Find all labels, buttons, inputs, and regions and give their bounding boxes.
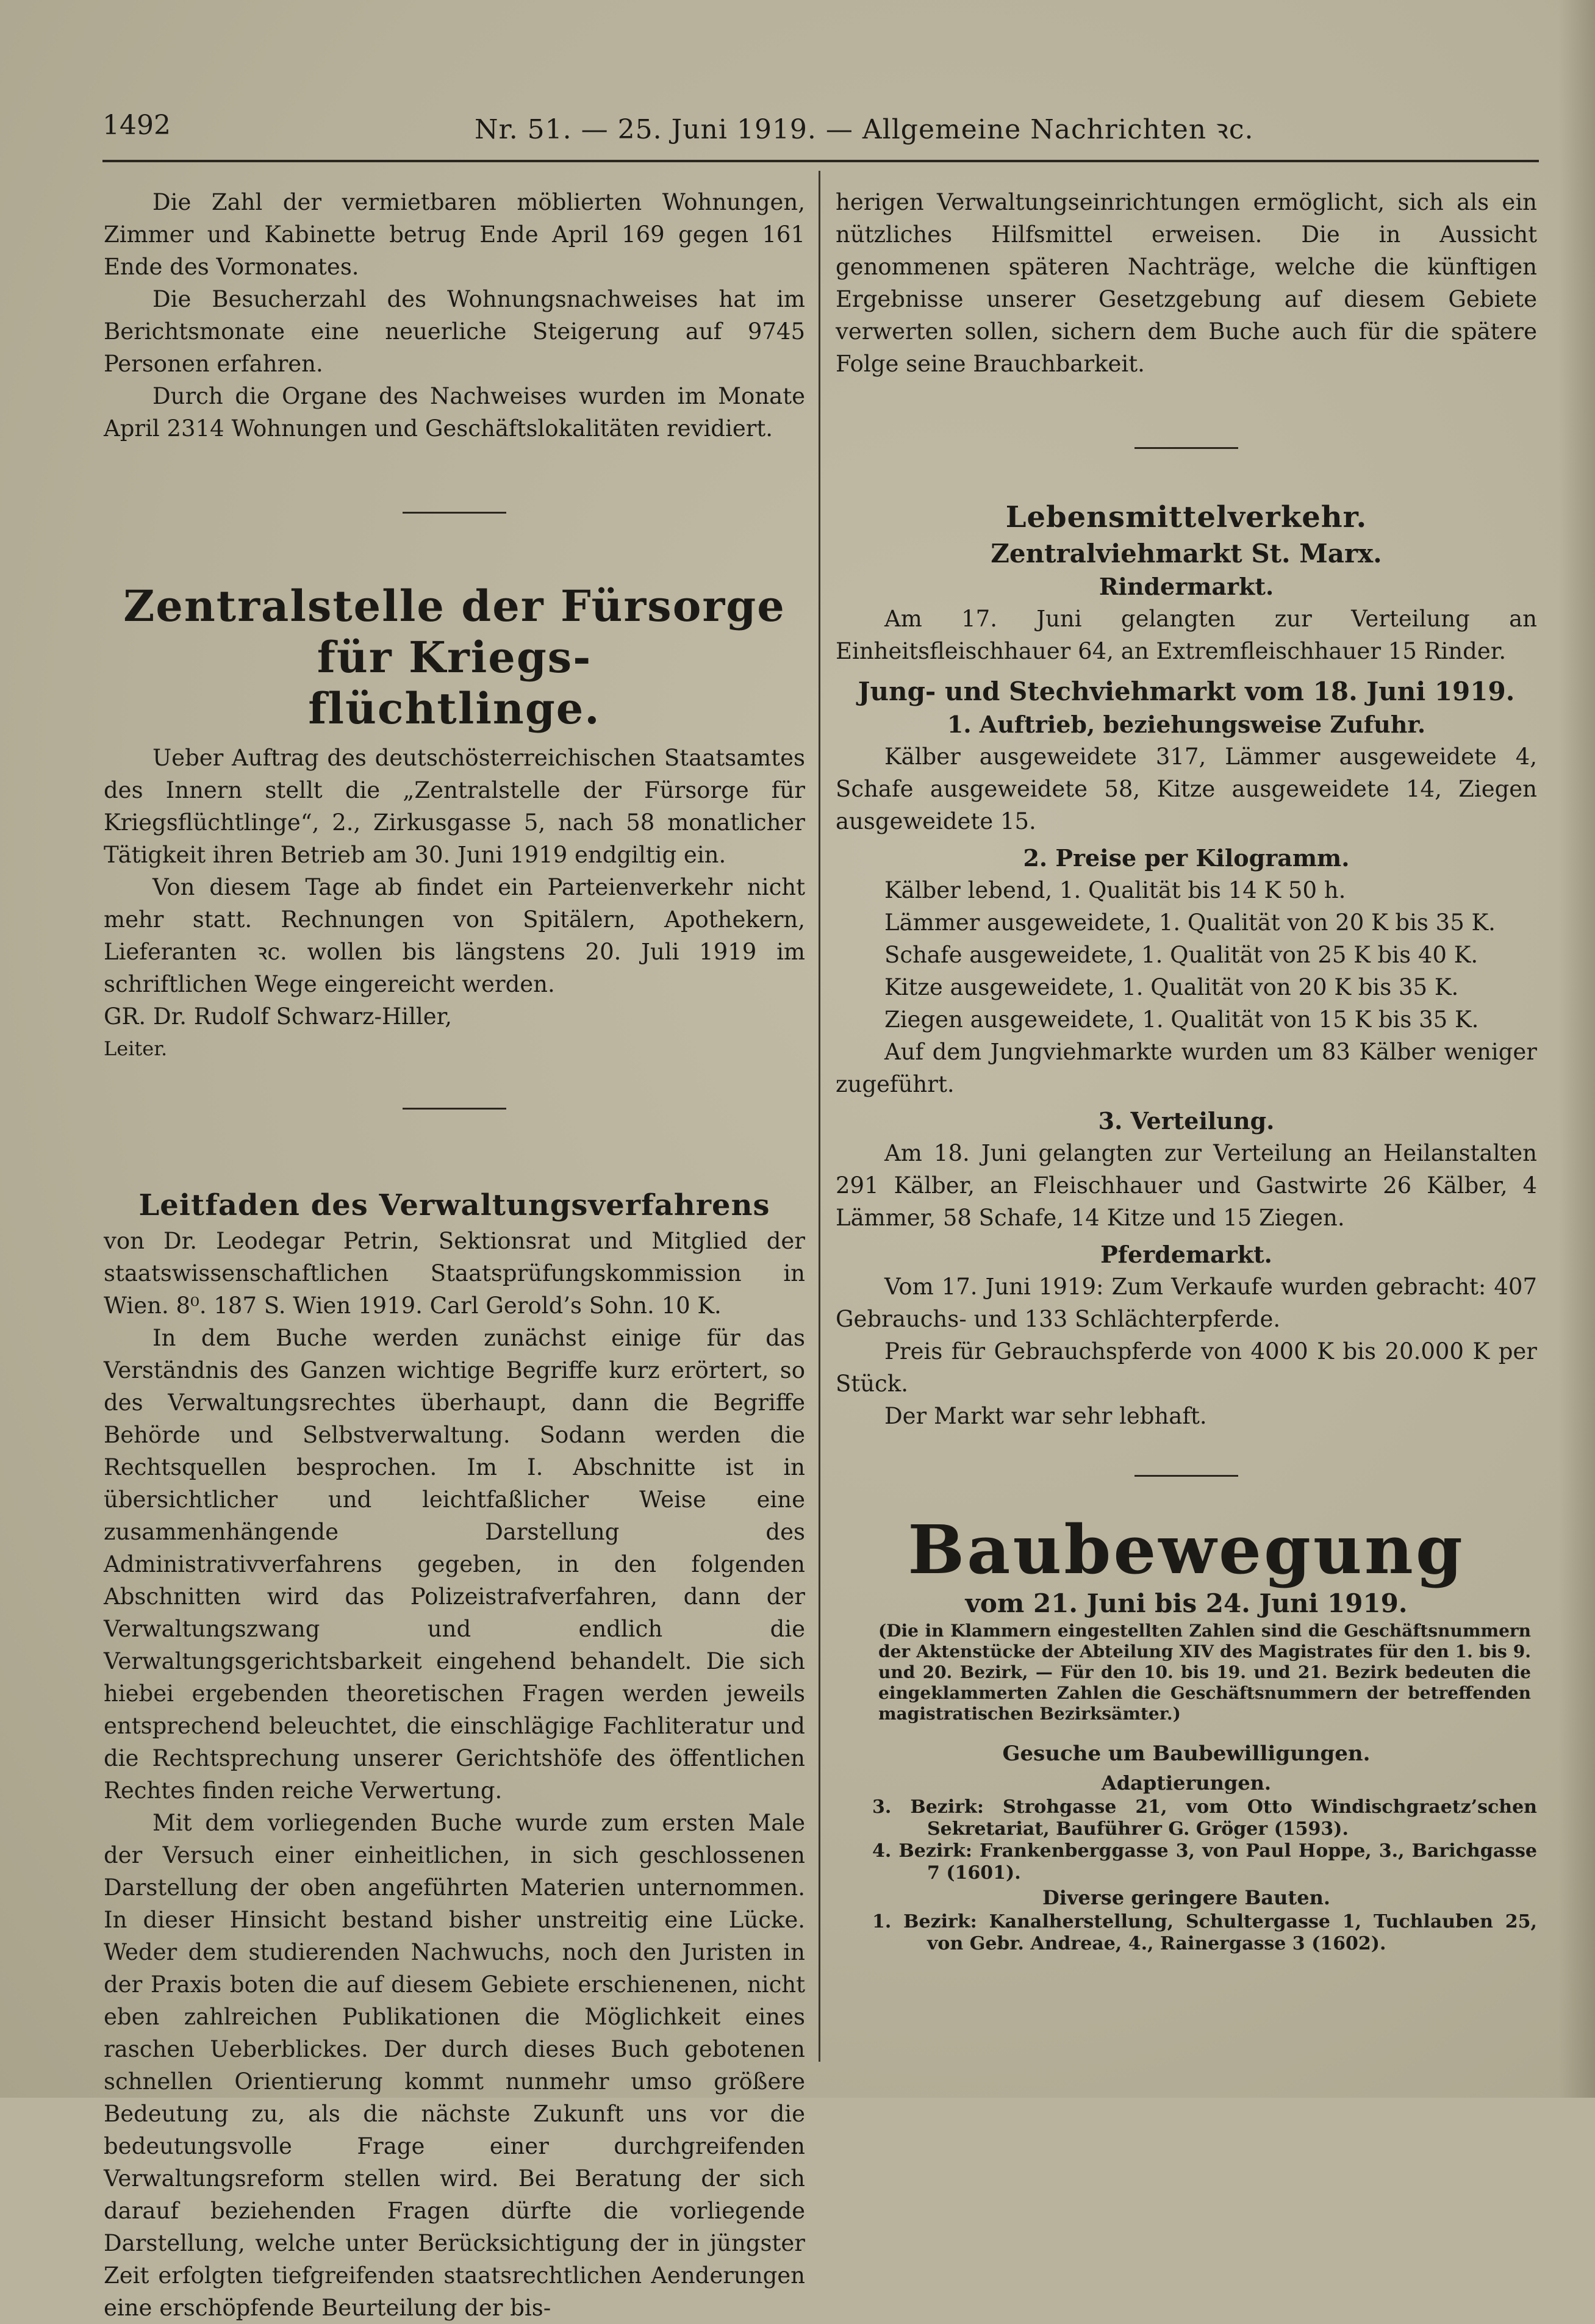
- price-list: [836, 874, 1537, 1036]
- paragraph: Am 18. Juni gelangten zur Verteilung an Heilanstalten 291 Kälber, an Fleischhauer und Gastwirte 26 Kälber, 4 Lämmer, 58 Schafe, 14 Kitze und 15 Ziegen.: [836, 1140, 1537, 1231]
- list-item: Ziegen ausgeweidete, 1. Qualität von 15 K bis 35 K.: [884, 1006, 1479, 1033]
- paragraph: Die Zahl der vermietbaren möblierten Wohnungen, Zimmer und Kabinette betrug Ende April 169 gegen 161 Ende des Vormonates.: [104, 189, 805, 280]
- subheading: Zentralviehmarkt St. Marx.: [991, 539, 1382, 568]
- list-item: Kälber lebend, 1. Qualität bis 14 K 50 h.: [884, 877, 1346, 903]
- paragraph: Preis für Gebrauchspferde von 4000 K bis 20.000 K per Stück.: [836, 1338, 1537, 1397]
- subheading: 3. Verteilung.: [1098, 1107, 1275, 1135]
- signature-role: Leiter.: [104, 1037, 168, 1060]
- paragraph: Durch die Organe des Nachweises wurden im Monate April 2314 Wohnungen und Geschäftslokalitäten revidiert.: [104, 383, 805, 442]
- list-item: 4. Bezirk: Frankenberggasse 3, von Paul Hoppe, 3., Barichgasse 7 (1601).: [872, 1840, 1537, 1884]
- paragraph: Am 17. Juni gelangten zur Verteilung an Einheitsfleischhauer 64, an Extremfleischhauer 15 Rinder.: [836, 606, 1537, 664]
- paragraph: Vom 17. Juni 1919: Zum Verkaufe wurden gebracht: 407 Gebrauchs- und 133 Schlächterpferde.: [836, 1274, 1537, 1332]
- list-item: Kitze ausgeweidete, 1. Qualität von 20 K bis 35 K.: [884, 974, 1459, 1000]
- paragraph: herigen Verwaltungseinrichtungen ermöglicht, sich als ein nützliches Hilfsmittel erweisen. Die in Aussicht genommenen späteren Nachträge, welche die künftigen Ergebnisse unserer Gesetzgebung auf diesem Gebiete verwerten sollen, sichern dem Buche auch für die spätere Folge seine Brauchbarkeit.: [836, 189, 1537, 377]
- list-item: Lämmer ausgeweidete, 1. Qualität von 20 K bis 35 K.: [884, 909, 1496, 936]
- byline: von Dr. Leodegar Petrin, Sektionsrat und Mitglied der staatswissenschaftlichen Staatsprüfungskommission in Wien. 8⁰. 187 S. Wien 1919. Carl Gerold’s Sohn. 10 K.: [104, 1228, 805, 1319]
- signature: GR. Dr. Rudolf Schwarz-Hiller,: [104, 1003, 453, 1030]
- section-title-baubewegung: Baubewegung: [908, 1510, 1465, 1589]
- right-column: [836, 186, 1537, 1955]
- paragraph: Kälber ausgeweidete 317, Lämmer ausgeweidete 4, Schafe ausgeweidete 58, Kitze ausgeweidete 14, Ziegen ausgeweidete 15.: [836, 744, 1537, 834]
- page-header: [102, 110, 1505, 146]
- list-item: Schafe ausgeweidete, 1. Qualität von 25 K bis 40 K.: [884, 942, 1479, 968]
- title-line: Zentralstelle der Fürsorge für Kriegs-: [123, 581, 786, 683]
- subheading: Jung- und Stechviehmarkt vom 18. Juni 1919.: [858, 676, 1515, 706]
- subheading: Rindermarkt.: [1099, 573, 1274, 600]
- subheading: Diverse geringere Bauten.: [1042, 1886, 1330, 1909]
- subheading: Adaptierungen.: [1101, 1771, 1272, 1795]
- title-line: flüchtlinge.: [308, 683, 601, 734]
- page-number: 1492: [102, 110, 171, 141]
- paragraph: Ueber Auftrag des deutschösterreichischen Staatsamtes des Innern stellt die „Zentralstelle der Fürsorge für Kriegsflüchtlinge“, 2., Zirkusgasse 5, nach 58 monatlicher Tätigkeit ihren Betrieb am 30. Juni 1919 endgiltig ein.: [104, 745, 805, 868]
- paragraph: Die Besucherzahl des Wohnungsnachweises hat im Berichtsmonate eine neuerliche Steigerung auf 9745 Personen erfahren.: [104, 286, 805, 377]
- paragraph: Der Markt war sehr lebhaft.: [884, 1403, 1207, 1429]
- list-item: 1. Bezirk: Kanalherstellung, Schultergasse 1, Tuchlauben 25, von Gebr. Andreae, 4., Rainergasse 3 (1602).: [872, 1911, 1537, 1954]
- paragraph: In dem Buche werden zunächst einige für das Verständnis des Ganzen wichtige Begriffe kurz erörtert, so des Verwaltungsrechtes überhaupt, dann die Begriffe Behörde und Selbstverwaltung. Sodann werden die Rechtsquellen besprochen. Im I. Abschnitte ist in übersichtlicher und leichtfaßlicher Weise eine zusammenhängende Darstellung des Administrativverfahrens gegeben, in den folgenden Abschnitten wird das Polizeistrafverfahren, dann der Verwaltungszwang und endlich die Verwaltungsgerichtsbarkeit eingehend behandelt. Die sich hiebei ergebenden theoretischen Fragen werden jeweils entsprechend beleuchtet, die einschlägige Fachliteratur und die Rechtsprechung unserer Gerichtshöfe des öffentlichen Rechtes finden reiche Verwertung.: [104, 1325, 805, 1804]
- page-edge-shadow: [1558, 0, 1595, 2098]
- subheading: vom 21. Juni bis 24. Juni 1919.: [965, 1588, 1408, 1618]
- section-title-fuersorge: [104, 581, 805, 734]
- paragraph: Auf dem Jungviehmarkte wurden um 83 Kälber weniger zugeführt.: [836, 1039, 1537, 1097]
- running-title: Nr. 51. — 25. Juni 1919. — Allgemeine Nachrichten ꝛc.: [475, 114, 1254, 145]
- header-rule: [102, 160, 1539, 162]
- note: (Die in Klammern eingestellten Zahlen sind die Geschäftsnummern der Aktenstücke der Abteilung XIV des Magistrates für den 1. bis 9. und 20. Bezirk, — Für den 10. bis 19. und 21. Bezirk bedeuten die eingeklammerten Zahlen die Geschäftsnummern der betreffenden magistratischen Bezirksämter.): [878, 1621, 1531, 1724]
- left-column: [104, 186, 805, 2324]
- section-title-lebensmittel: Lebensmittelverkehr.: [1005, 500, 1367, 534]
- column-rule: [819, 171, 820, 2062]
- section-title-leitfaden: Leitfaden des Verwaltungsverfahrens: [138, 1188, 770, 1222]
- paragraph: Mit dem vorliegenden Buche wurde zum ersten Male der Versuch einer einheitlichen, in sich geschlossenen Darstellung der oben angeführten Materien unternommen. In dieser Hinsicht bestand bisher unstreitig eine Lücke. Weder dem studierenden Nachwuchs, noch den Juristen in der Praxis boten die auf diesem Gebiete erschienenen, nicht eben zahlreichen Publikationen die Möglichkeit eines raschen Ueberblickes. Der durch dieses Buch gebotenen schnellen Orientierung kommt nunmehr umso größere Bedeutung zu, als die nächste Zukunft uns vor die bedeutungsvolle Frage einer durchgreifenden Verwaltungsreform stellen wird. Bei Beratung der sich darauf beziehenden Fragen dürfte die vorliegende Darstellung, welche unter Berücksichtigung der in jüngster Zeit erfolgten tiefgreifenden staatsrechtlichen Aenderungen eine erschöpfende Beurteilung der bis-: [104, 1810, 805, 2321]
- subheading: 1. Auftrieb, beziehungsweise Zufuhr.: [947, 711, 1426, 738]
- list-item: 3. Bezirk: Strohgasse 21, vom Otto Windischgraetz’schen Sekretariat, Bauführer G. Gröger (1593).: [872, 1796, 1537, 1840]
- subheading: Gesuche um Baubewilligungen.: [1002, 1741, 1371, 1766]
- paragraph: Von diesem Tage ab findet ein Parteienverkehr nicht mehr statt. Rechnungen von Spitälern, Apothekern, Lieferanten ꝛc. wollen bis längstens 20. Juli 1919 im schriftlichen Wege eingereicht werden.: [104, 874, 805, 997]
- subheading: Pferdemarkt.: [1100, 1241, 1272, 1268]
- subheading: 2. Preise per Kilogramm.: [1023, 844, 1350, 872]
